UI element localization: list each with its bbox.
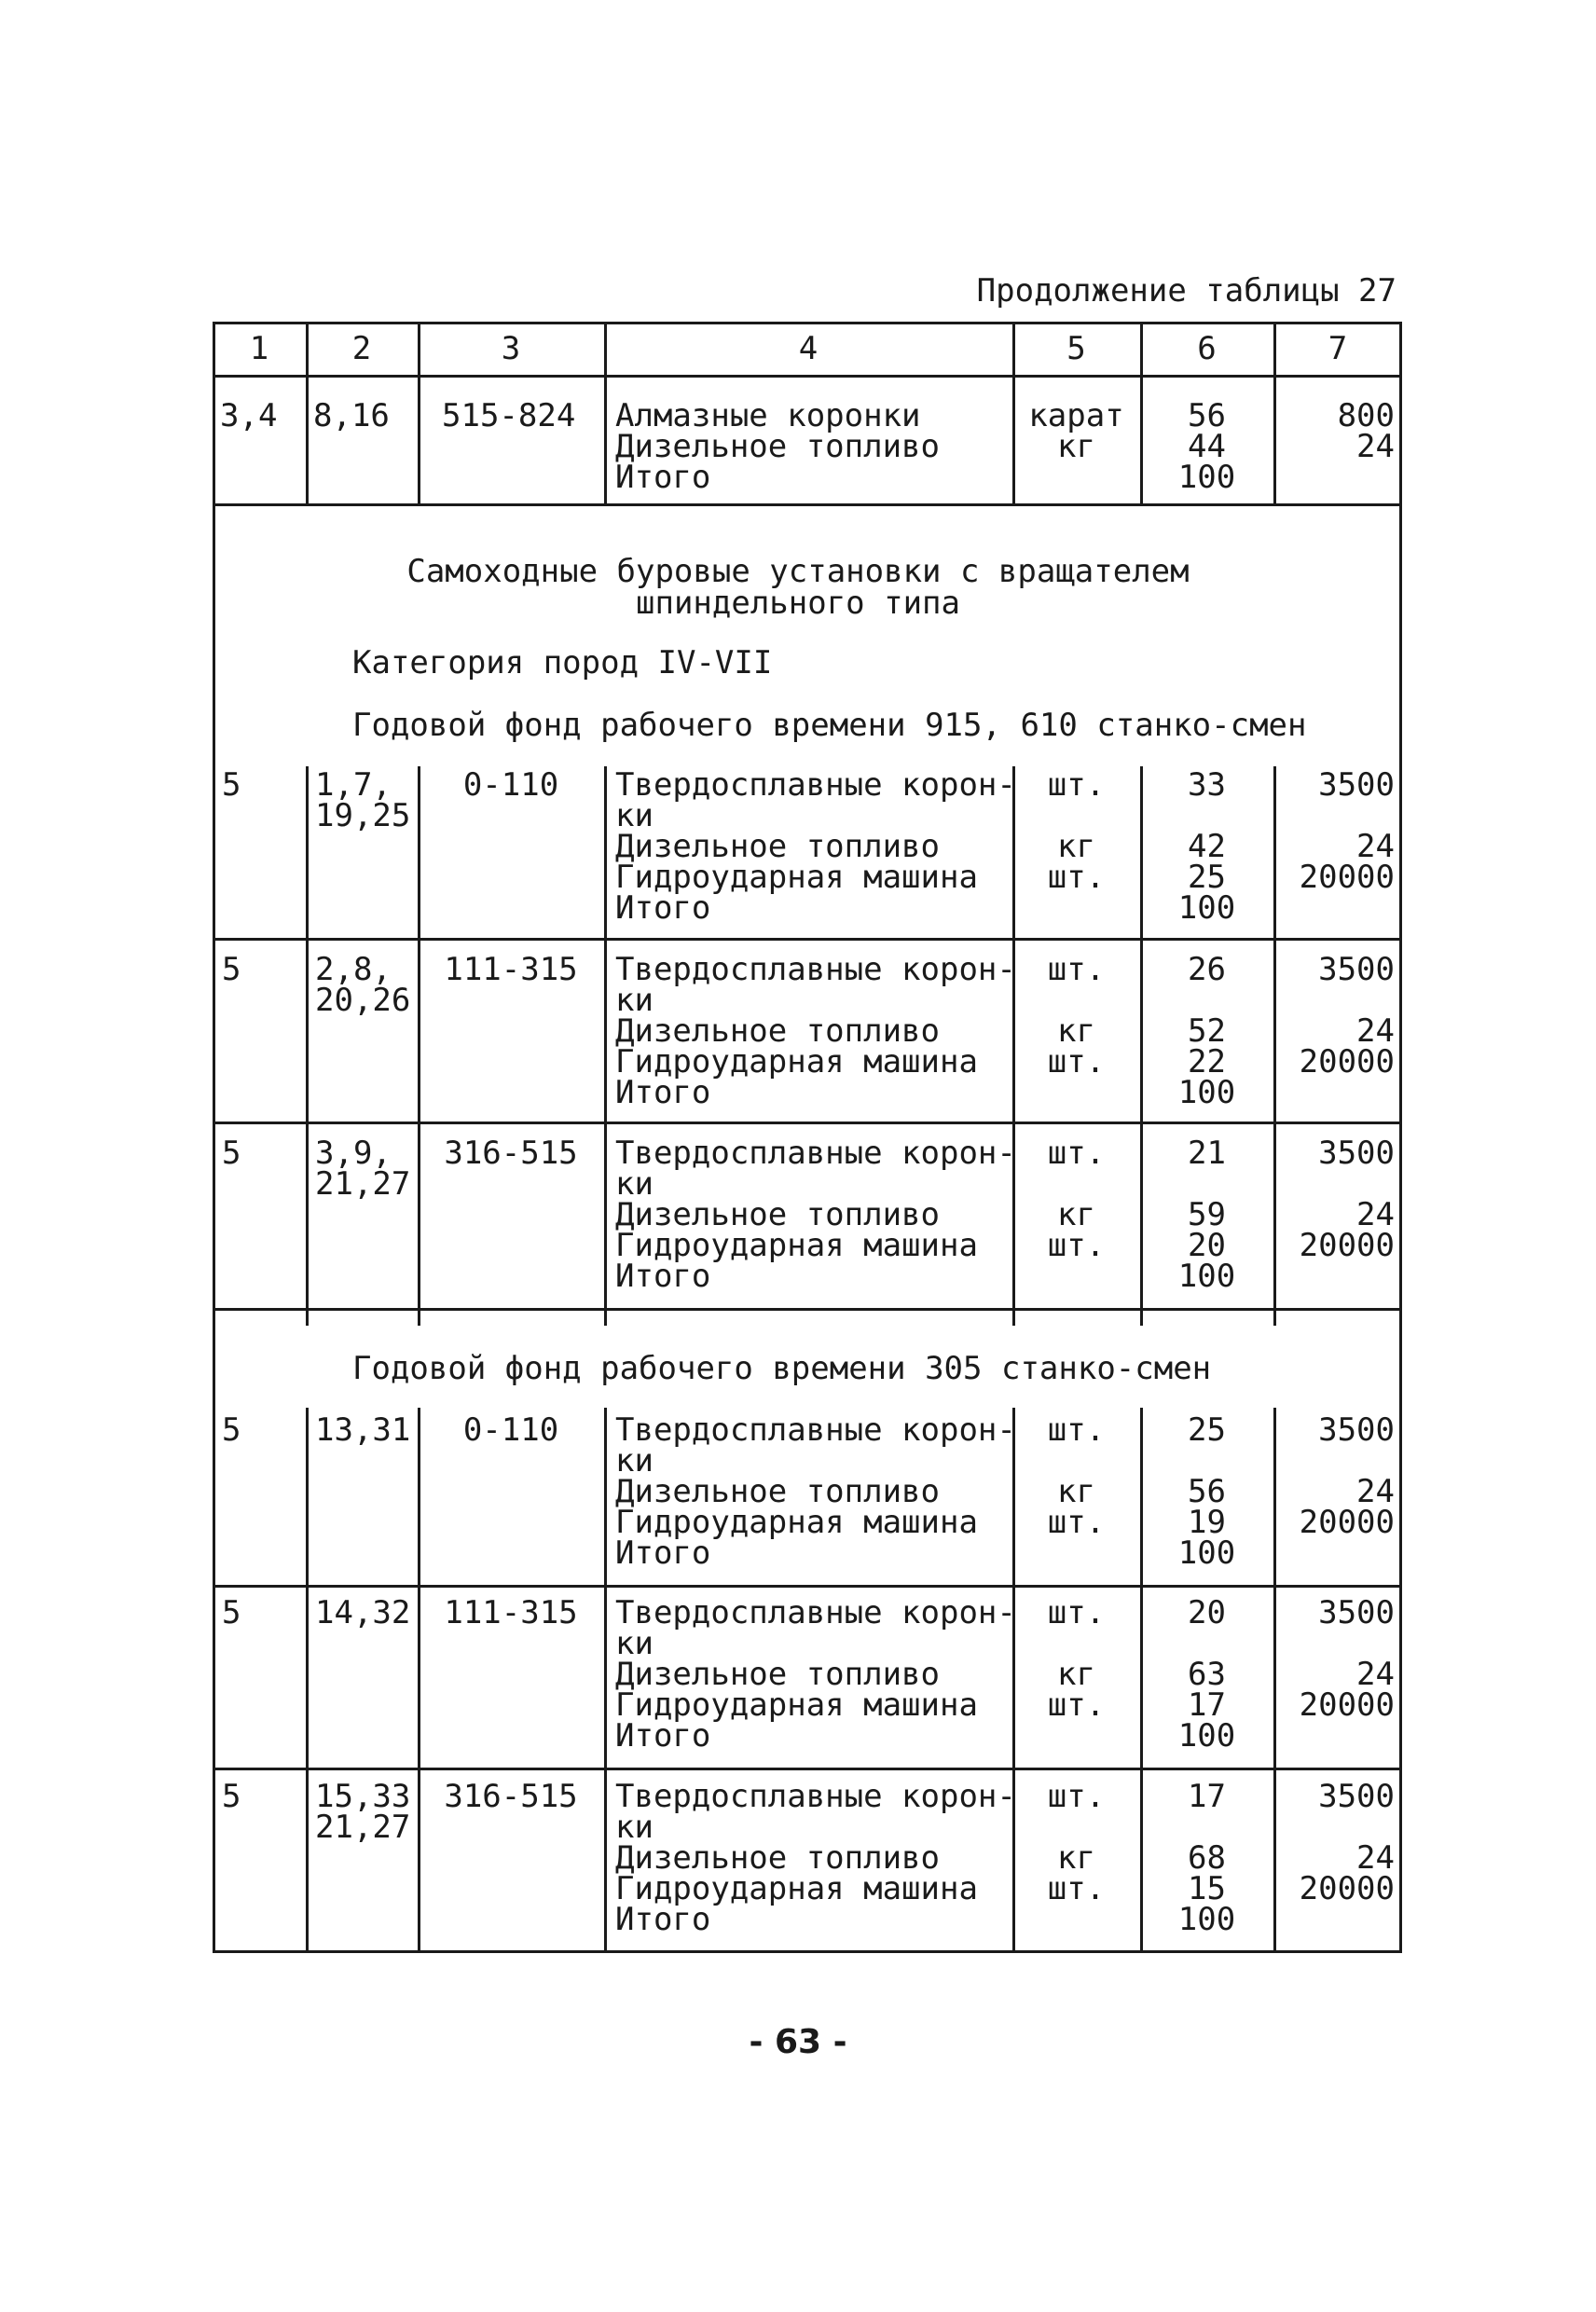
row-percent: 100 bbox=[1177, 1534, 1236, 1572]
row-col2-cont: 21,27 bbox=[315, 1809, 411, 1846]
row-value: 24 bbox=[1356, 828, 1395, 865]
row-percent: 17 bbox=[1188, 1686, 1226, 1724]
row-value: 20000 bbox=[1299, 1227, 1395, 1264]
row-percent: 33 bbox=[1188, 766, 1226, 804]
row-percent: 19 bbox=[1188, 1504, 1226, 1541]
row-item: Итого bbox=[615, 1901, 711, 1938]
col-divider bbox=[604, 1408, 607, 1953]
header-separator bbox=[213, 375, 1402, 378]
row-item: Твердосплавные корон- bbox=[615, 1594, 1016, 1631]
row-percent: 25 bbox=[1188, 859, 1226, 896]
row-item: ки bbox=[615, 1442, 654, 1479]
row-col2: 2,8, bbox=[315, 951, 392, 988]
row-unit: шт. bbox=[1047, 766, 1106, 804]
row-item: ки bbox=[615, 1165, 654, 1203]
row-percent: 100 bbox=[1177, 889, 1236, 927]
row-1-item-2: Дизельное топливо bbox=[615, 428, 940, 465]
row-1-item-3: Итого bbox=[615, 459, 711, 496]
section-title-line-2: шпиндельного типа bbox=[636, 585, 960, 622]
row-col1: 5 bbox=[222, 1778, 241, 1815]
row-unit: шт. bbox=[1047, 1686, 1106, 1724]
row-col1: 5 bbox=[222, 1594, 241, 1631]
col-header: 5 bbox=[1066, 330, 1086, 367]
row-unit: шт. bbox=[1047, 1778, 1106, 1815]
row-col1: 5 bbox=[222, 766, 241, 804]
row-item: Твердосплавные корон- bbox=[615, 1778, 1016, 1815]
row-separator bbox=[213, 1308, 1402, 1311]
col-header: 4 bbox=[798, 330, 819, 367]
row-value: 20000 bbox=[1299, 1686, 1395, 1724]
annual-fund-2: Годовой фонд рабочего времени 305 станко-смен bbox=[352, 1350, 1212, 1387]
col-divider bbox=[306, 766, 309, 1326]
row-col3: 111-315 bbox=[444, 1594, 578, 1631]
row-separator bbox=[213, 503, 1402, 506]
row-item: Итого bbox=[615, 889, 711, 927]
row-item: Твердосплавные корон- bbox=[615, 951, 1016, 988]
row-percent: 63 bbox=[1188, 1656, 1226, 1693]
row-1-percent-2: 44 bbox=[1188, 428, 1226, 465]
row-col3: 316-515 bbox=[444, 1778, 578, 1815]
row-unit: кг bbox=[1057, 1012, 1095, 1050]
row-item: Гидроударная машина bbox=[615, 1686, 978, 1724]
row-col3: 316-515 bbox=[444, 1135, 578, 1172]
row-unit: шт. bbox=[1047, 859, 1106, 896]
row-item: Дизельное топливо bbox=[615, 1656, 940, 1693]
row-col2-cont: 20,26 bbox=[315, 982, 411, 1019]
row-value: 3500 bbox=[1318, 1135, 1395, 1172]
row-item: Итого bbox=[615, 1717, 711, 1755]
row-unit: кг bbox=[1057, 1656, 1095, 1693]
row-item: Твердосплавные корон- bbox=[615, 766, 1016, 804]
row-unit: шт. bbox=[1047, 1411, 1106, 1449]
page-number: - 63 - bbox=[749, 2023, 847, 2061]
col-divider bbox=[418, 766, 420, 1326]
row-percent: 56 bbox=[1188, 1473, 1226, 1510]
row-col1: 5 bbox=[222, 951, 241, 988]
row-percent: 22 bbox=[1188, 1043, 1226, 1080]
row-col2: 14,32 bbox=[315, 1594, 411, 1631]
row-unit: кг bbox=[1057, 828, 1095, 865]
row-unit: шт. bbox=[1047, 1594, 1106, 1631]
row-item: Дизельное топливо bbox=[615, 1196, 940, 1233]
table-caption: Продолжение таблицы 27 bbox=[976, 272, 1396, 310]
row-item: Гидроударная машина bbox=[615, 1227, 978, 1264]
row-value: 24 bbox=[1356, 1196, 1395, 1233]
row-percent: 100 bbox=[1177, 1074, 1236, 1111]
row-value: 20000 bbox=[1299, 859, 1395, 896]
row-value: 3500 bbox=[1318, 1594, 1395, 1631]
row-item: Итого bbox=[615, 1258, 711, 1295]
row-unit: шт. bbox=[1047, 951, 1106, 988]
row-value: 24 bbox=[1356, 1473, 1395, 1510]
section-title-line-1: Самоходные буровые установки с вращателем bbox=[406, 553, 1190, 590]
col-header: 1 bbox=[249, 330, 269, 367]
row-value: 3500 bbox=[1318, 1778, 1395, 1815]
row-unit: кг bbox=[1057, 1196, 1095, 1233]
row-percent: 17 bbox=[1188, 1778, 1226, 1815]
row-item: Гидроударная машина bbox=[615, 1504, 978, 1541]
col-divider bbox=[306, 1408, 309, 1953]
row-col1: 5 bbox=[222, 1411, 241, 1449]
row-1-col2: 8,16 bbox=[313, 397, 390, 434]
row-value: 20000 bbox=[1299, 1870, 1395, 1907]
row-separator bbox=[213, 938, 1402, 941]
row-item: Гидроударная машина bbox=[615, 1870, 978, 1907]
row-item: Дизельное топливо bbox=[615, 1473, 940, 1510]
row-percent: 68 bbox=[1188, 1839, 1226, 1877]
row-value: 24 bbox=[1356, 1656, 1395, 1693]
row-unit: шт. bbox=[1047, 1227, 1106, 1264]
row-unit: шт. bbox=[1047, 1504, 1106, 1541]
row-item: Итого bbox=[615, 1074, 711, 1111]
row-col2: 1,7, bbox=[315, 766, 392, 804]
row-1-item-1: Алмазные коронки bbox=[615, 397, 921, 434]
row-percent: 15 bbox=[1188, 1870, 1226, 1907]
row-item: Итого bbox=[615, 1534, 711, 1572]
row-item: ки bbox=[615, 1625, 654, 1662]
row-percent: 100 bbox=[1177, 1717, 1236, 1755]
row-percent: 59 bbox=[1188, 1196, 1226, 1233]
row-percent: 42 bbox=[1188, 828, 1226, 865]
row-percent: 100 bbox=[1177, 1258, 1236, 1295]
row-separator bbox=[213, 1585, 1402, 1588]
row-unit: шт. bbox=[1047, 1043, 1106, 1080]
row-percent: 20 bbox=[1188, 1594, 1226, 1631]
row-percent: 20 bbox=[1188, 1227, 1226, 1264]
col-header: 2 bbox=[351, 330, 372, 367]
row-item: Твердосплавные корон- bbox=[615, 1411, 1016, 1449]
row-percent: 25 bbox=[1188, 1411, 1226, 1449]
row-item: Дизельное топливо bbox=[615, 1839, 940, 1877]
rock-category: Категория пород IV-VII bbox=[352, 644, 773, 681]
row-item: ки bbox=[615, 1809, 654, 1846]
row-1-col1: 3,4 bbox=[220, 397, 278, 434]
row-value: 24 bbox=[1356, 1012, 1395, 1050]
row-separator bbox=[213, 1768, 1402, 1770]
row-percent: 100 bbox=[1177, 1901, 1236, 1938]
row-1-percent-1: 56 bbox=[1188, 397, 1226, 434]
row-percent: 52 bbox=[1188, 1012, 1226, 1050]
row-unit: шт. bbox=[1047, 1135, 1106, 1172]
row-1-unit-1: карат bbox=[1028, 397, 1124, 434]
row-item: Дизельное топливо bbox=[615, 828, 940, 865]
row-col2-cont: 21,27 bbox=[315, 1165, 411, 1203]
row-item: Дизельное топливо bbox=[615, 1012, 940, 1050]
row-value: 3500 bbox=[1318, 766, 1395, 804]
row-item: ки bbox=[615, 982, 654, 1019]
row-col2: 13,31 bbox=[315, 1411, 411, 1449]
row-percent: 26 bbox=[1188, 951, 1226, 988]
row-unit: кг bbox=[1057, 1473, 1095, 1510]
col-header: 3 bbox=[501, 330, 521, 367]
row-value: 20000 bbox=[1299, 1504, 1395, 1541]
row-value: 3500 bbox=[1318, 951, 1395, 988]
row-col2: 3,9, bbox=[315, 1135, 392, 1172]
row-separator bbox=[213, 1122, 1402, 1124]
row-1-value-2: 24 bbox=[1356, 428, 1395, 465]
row-value: 20000 bbox=[1299, 1043, 1395, 1080]
row-unit: шт. bbox=[1047, 1870, 1106, 1907]
row-col3: 0-110 bbox=[462, 1411, 559, 1449]
row-col3: 0-110 bbox=[462, 766, 559, 804]
row-1-value-1: 800 bbox=[1337, 397, 1395, 434]
col-header: 6 bbox=[1197, 330, 1217, 367]
col-header: 7 bbox=[1328, 330, 1348, 367]
row-1-percent-3: 100 bbox=[1177, 459, 1236, 496]
row-1-col3: 515-824 bbox=[442, 397, 576, 434]
col-divider bbox=[418, 1408, 420, 1953]
row-item: ки bbox=[615, 797, 654, 834]
col-divider bbox=[604, 766, 607, 1326]
row-item: Твердосплавные корон- bbox=[615, 1135, 1016, 1172]
row-col3: 111-315 bbox=[444, 951, 578, 988]
row-value: 3500 bbox=[1318, 1411, 1395, 1449]
row-item: Гидроударная машина bbox=[615, 859, 978, 896]
row-value: 24 bbox=[1356, 1839, 1395, 1877]
row-unit: кг bbox=[1057, 1839, 1095, 1877]
row-col1: 5 bbox=[222, 1135, 241, 1172]
annual-fund-1: Годовой фонд рабочего времени 915, 610 станко-смен bbox=[352, 707, 1307, 744]
row-1-unit-2: кг bbox=[1057, 428, 1095, 465]
row-percent: 21 bbox=[1188, 1135, 1226, 1172]
row-col2-cont: 19,25 bbox=[315, 797, 411, 834]
row-col2: 15,33 bbox=[315, 1778, 411, 1815]
row-item: Гидроударная машина bbox=[615, 1043, 978, 1080]
